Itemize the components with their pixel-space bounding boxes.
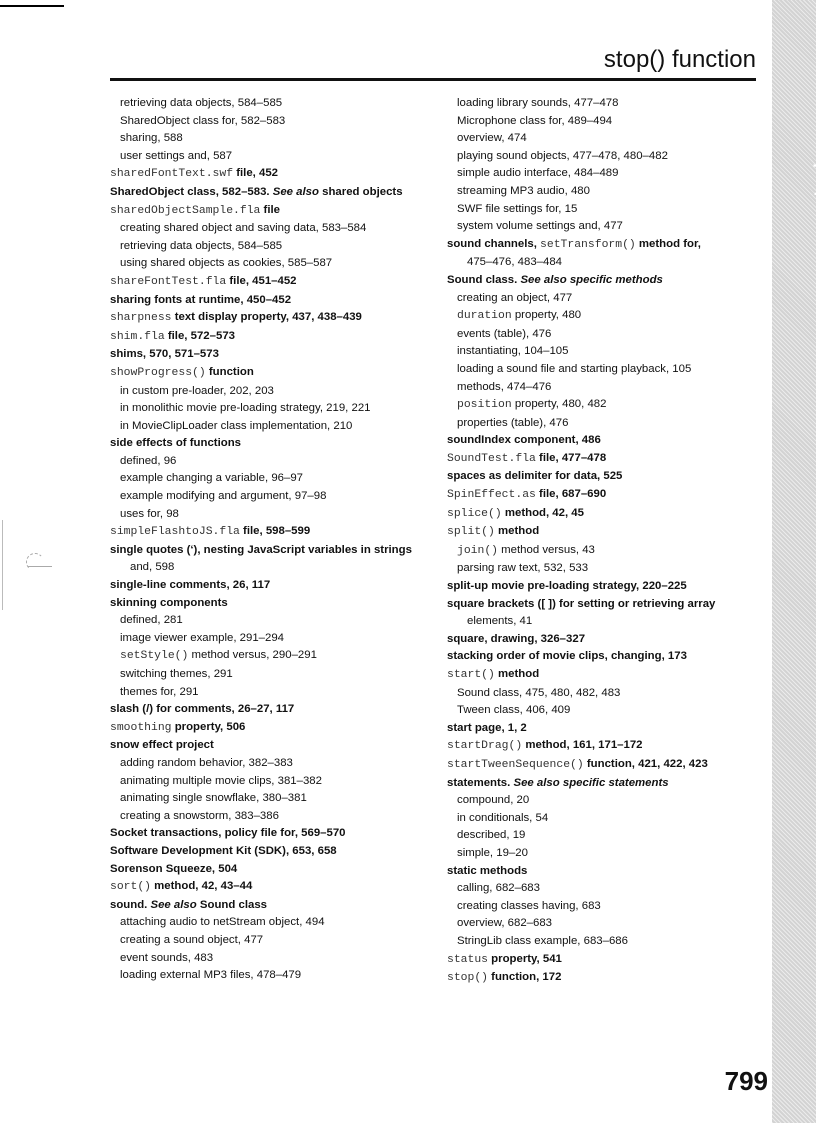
index-entry xyxy=(447,915,757,933)
index-entry-text: SWF file settings for, 15 xyxy=(457,202,578,215)
index-entry-text: method for, xyxy=(635,237,701,250)
index-entry xyxy=(110,238,440,256)
index-entry-text: method, 42, 45 xyxy=(501,506,584,519)
index-entry xyxy=(447,486,757,505)
index-entry-text: method xyxy=(494,525,540,538)
index-entry-code: duration xyxy=(457,310,512,323)
index-entry-code: SpinEffect.as xyxy=(447,489,536,502)
index-entry-text: Socket transactions, policy file for, 569–570 xyxy=(110,827,346,840)
index-entry xyxy=(110,470,440,488)
index-entry-text: in custom pre-loader, 202, 203 xyxy=(120,384,274,397)
index-entry-text: file, 572–573 xyxy=(164,329,235,342)
index-entry-text: loading external MP3 files, 478–479 xyxy=(120,969,302,982)
index-entry xyxy=(447,737,757,756)
index-entry-text: text display property, 437, 438–439 xyxy=(171,311,362,324)
index-entry xyxy=(110,932,440,950)
index-entry-text: in monolithic movie pre-loading strategy, 219, 221 xyxy=(120,402,371,415)
index-entry xyxy=(447,183,757,201)
index-entry-text: retrieving data objects, 584–585 xyxy=(120,239,283,252)
index-entry-text: Microphone class for, 489–494 xyxy=(457,114,613,127)
index-entry xyxy=(447,396,757,415)
index-side-tab-label-wrap xyxy=(772,46,837,198)
index-entry xyxy=(110,843,440,861)
index-entry xyxy=(110,950,440,968)
index-entry xyxy=(447,95,757,113)
index-entry-text: property, 480 xyxy=(511,309,582,322)
index-entry-text: Software Development Kit (SDK), 653, 658 xyxy=(110,844,337,857)
index-entry-text: defined, 96 xyxy=(120,454,177,467)
index-entry-text: property, 480, 482 xyxy=(511,398,607,411)
index-entry-text: function, 172 xyxy=(488,971,562,984)
index-entry xyxy=(110,364,440,383)
index-entry-text: stacking order of movie clips, changing, 173 xyxy=(447,650,687,663)
index-entry-code: shareFontTest.fla xyxy=(110,275,227,288)
index-entry-text: square, drawing, 326–327 xyxy=(447,632,586,645)
index-entry-text: compound, 20 xyxy=(457,794,530,807)
index-entry xyxy=(447,113,757,131)
index-entry-text: animating multiple movie clips, 381–382 xyxy=(120,774,322,787)
index-entry-text: image viewer example, 291–294 xyxy=(120,631,284,644)
index-entry-text: described, 19 xyxy=(457,829,526,842)
index-entry xyxy=(110,878,440,897)
index-entry xyxy=(447,756,757,775)
index-entry xyxy=(447,666,757,685)
index-entry xyxy=(447,648,757,666)
index-entry xyxy=(447,863,757,881)
index-entry-code: sharedFontText.swf xyxy=(110,168,234,181)
index-entry-text: instantiating, 104–105 xyxy=(457,345,569,358)
index-entry-text: creating a sound object, 477 xyxy=(120,933,264,946)
index-entry xyxy=(110,808,440,826)
index-entry-text: sound channels, xyxy=(447,237,541,250)
index-entry xyxy=(110,666,440,684)
index-entry-text: loading a sound file and starting playback, 105 xyxy=(457,362,692,375)
index-entry-code: sort() xyxy=(110,881,152,894)
index-entry-text: Sound class xyxy=(196,898,267,911)
index-entry-text: statements. xyxy=(447,776,514,789)
index-entry xyxy=(110,328,440,347)
index-entry-text: single-line comments, 26, 117 xyxy=(110,579,271,592)
index-entry-text: in conditionals, 54 xyxy=(457,811,549,824)
index-entry xyxy=(447,468,757,486)
index-entry xyxy=(110,897,440,915)
index-entry-text: square brackets ([ ]) for setting or retrieving array xyxy=(447,597,716,610)
index-entry-text: overview, 682–683 xyxy=(457,917,552,930)
index-entry-text: split-up movie pre-loading strategy, 220–225 xyxy=(447,580,687,593)
index-entry-text: SharedObject class, 582–583. xyxy=(110,185,273,198)
index-entry-code: startDrag() xyxy=(447,740,523,753)
index-entry xyxy=(110,914,440,932)
index-entry xyxy=(110,130,440,148)
index-entry-text: spaces as delimiter for data, 525 xyxy=(447,470,623,483)
index-entry-text: methods, 474–476 xyxy=(457,380,552,393)
index-entry xyxy=(110,630,440,648)
index-entry-text: Sound class. xyxy=(447,273,521,286)
index-entry-text: creating classes having, 683 xyxy=(457,899,601,912)
index-entry xyxy=(447,415,757,433)
index-entry xyxy=(110,113,440,131)
index-entry xyxy=(447,254,757,272)
index-column-left xyxy=(110,95,440,985)
index-entry xyxy=(110,647,440,666)
index-side-tab-label: Index xyxy=(810,136,837,198)
index-entry-text: function, 421, 422, 423 xyxy=(583,757,708,770)
index-entry-text: creating an object, 477 xyxy=(457,291,573,304)
index-entry-text: simple, 19–20 xyxy=(457,846,528,859)
index-entry xyxy=(447,201,757,219)
index-entry xyxy=(110,684,440,702)
index-entry xyxy=(447,685,757,703)
running-header xyxy=(110,44,756,81)
index-entry xyxy=(447,720,757,738)
index-entry xyxy=(110,309,440,328)
index-entry-text: skinning components xyxy=(110,596,228,609)
index-entry xyxy=(110,400,440,418)
index-entry-text: property, 541 xyxy=(488,952,562,965)
index-entry xyxy=(110,861,440,879)
index-entry-text: file, 452 xyxy=(233,167,279,180)
index-column-right xyxy=(447,95,757,988)
index-entry xyxy=(447,165,757,183)
index-entry-text: shared objects xyxy=(318,185,403,198)
index-entry-text: creating shared object and saving data, 583–584 xyxy=(120,222,367,235)
index-entry xyxy=(110,435,440,453)
index-entry xyxy=(447,148,757,166)
index-entry xyxy=(447,969,757,988)
index-entry-text: defined, 281 xyxy=(120,614,183,627)
index-entry-code: SoundTest.fla xyxy=(447,452,536,465)
index-entry xyxy=(110,755,440,773)
index-entry xyxy=(447,578,757,596)
index-entry xyxy=(110,165,440,184)
index-entry-text: parsing raw text, 532, 533 xyxy=(457,562,589,575)
index-entry xyxy=(447,792,757,810)
index-entry xyxy=(447,951,757,970)
index-entry-code: setTransform() xyxy=(540,238,636,251)
index-entry-code: startTweenSequence() xyxy=(447,758,584,771)
index-entry-text: adding random behavior, 382–383 xyxy=(120,756,293,769)
index-entry xyxy=(447,361,757,379)
index-entry xyxy=(447,613,757,631)
index-entry xyxy=(110,148,440,166)
index-entry xyxy=(110,559,440,577)
index-entry-text: user settings and, 587 xyxy=(120,149,233,162)
index-entry-text: method versus, 43 xyxy=(498,543,595,556)
index-entry-text: method xyxy=(494,668,540,680)
index-entry-text: event sounds, 483 xyxy=(120,951,214,964)
crop-mark-icon xyxy=(12,545,52,585)
index-entry xyxy=(110,542,440,560)
index-entry xyxy=(447,272,757,290)
index-entry-code: smoothing xyxy=(110,721,172,734)
index-entry-text: shims, 570, 571–573 xyxy=(110,348,219,361)
index-entry-text: StringLib class example, 683–686 xyxy=(457,934,628,947)
index-entry xyxy=(110,220,440,238)
index-entry xyxy=(447,596,757,614)
index-entry-text: soundIndex component, 486 xyxy=(447,434,601,447)
index-entry xyxy=(110,825,440,843)
index-entry-text: using shared objects as cookies, 585–587 xyxy=(120,257,333,270)
index-entry xyxy=(110,506,440,524)
index-entry xyxy=(447,775,757,793)
index-entry xyxy=(447,343,757,361)
index-entry-text: method versus, 290–291 xyxy=(188,649,317,662)
index-entry-text: creating a snowstorm, 383–386 xyxy=(120,809,279,822)
index-entry xyxy=(447,218,757,236)
index-entry-text: property, 506 xyxy=(171,720,246,733)
index-entry-text: Tween class, 406, 409 xyxy=(457,704,571,717)
index-entry-text: sharing, 588 xyxy=(120,132,183,145)
index-entry-code: sharedObjectSample.fla xyxy=(110,204,261,217)
index-entry xyxy=(110,292,440,310)
index-entry-text: example modifying and argument, 97–98 xyxy=(120,490,327,503)
index-entry xyxy=(447,898,757,916)
index-entry xyxy=(447,542,757,561)
index-entry-text: simple audio interface, 484–489 xyxy=(457,167,619,180)
index-entry xyxy=(110,383,440,401)
index-entry xyxy=(110,701,440,719)
index-entry-text: playing sound objects, 477–478, 480–482 xyxy=(457,149,668,162)
index-entry xyxy=(110,184,440,202)
index-entry-text: SharedObject class for, 582–583 xyxy=(120,114,286,127)
index-entry-code: sharpness xyxy=(110,312,172,325)
index-entry xyxy=(110,737,440,755)
index-entry-text: See also xyxy=(150,898,197,911)
index-entry xyxy=(110,577,440,595)
index-entry-text: uses for, 98 xyxy=(120,507,179,520)
index-entry xyxy=(447,845,757,863)
index-entry-text: switching themes, 291 xyxy=(120,668,233,680)
index-entry-text: example changing a variable, 96–97 xyxy=(120,472,304,485)
index-entry xyxy=(110,612,440,630)
index-entry-text: overview, 474 xyxy=(457,132,527,145)
page-number: 799 xyxy=(724,1066,768,1096)
index-entry-text: animating single snowflake, 380–381 xyxy=(120,792,307,805)
index-entry-text: sound. xyxy=(110,898,151,911)
index-entry-text: See also xyxy=(272,185,319,198)
index-entry xyxy=(447,326,757,344)
index-entry-code: position xyxy=(457,399,512,412)
index-entry-text: retrieving data objects, 584–585 xyxy=(120,97,283,109)
index-entry xyxy=(447,631,757,649)
index-entry-text: themes for, 291 xyxy=(120,685,199,698)
index-entry-text: slash (/) for comments, 26–27, 117 xyxy=(110,703,295,716)
index-entry xyxy=(447,560,757,578)
index-entry xyxy=(447,379,757,397)
index-entry-code: join() xyxy=(457,544,499,557)
index-entry-text: streaming MP3 audio, 480 xyxy=(457,184,590,197)
index-entry xyxy=(110,418,440,436)
index-entry xyxy=(447,236,757,255)
index-entry-text: file xyxy=(260,203,281,216)
index-entry xyxy=(110,488,440,506)
index-entry-text: side effects of functions xyxy=(110,437,242,450)
index-entry-code: status xyxy=(447,953,489,966)
index-entry-text: function xyxy=(205,365,254,378)
index-entry xyxy=(447,432,757,450)
index-entry-code: splice() xyxy=(447,507,502,520)
index-entry xyxy=(447,505,757,524)
index-entry-text: loading library sounds, 477–478 xyxy=(457,97,619,109)
index-entry-text: system volume settings and, 477 xyxy=(457,220,623,233)
index-entry-code: simpleFlashtoJS.fla xyxy=(110,526,240,539)
index-entry-code: setStyle() xyxy=(120,650,189,663)
index-entry-text: file, 687–690 xyxy=(535,488,607,501)
index-entry xyxy=(447,450,757,469)
index-entry xyxy=(110,202,440,221)
index-entry xyxy=(447,702,757,720)
index-entry-text: Sound class, 475, 480, 482, 483 xyxy=(457,686,621,699)
index-entry-text: See also specific statements xyxy=(513,776,669,789)
index-entry xyxy=(447,130,757,148)
running-header-title: stop() function xyxy=(603,46,756,73)
index-entry-code: stop() xyxy=(447,972,489,985)
index-entry-text: in MovieClipLoader class implementation, 210 xyxy=(120,419,353,432)
top-rule xyxy=(0,5,64,7)
index-entry-text: method, 42, 43–44 xyxy=(151,880,253,893)
index-entry xyxy=(110,453,440,471)
index-entry xyxy=(110,773,440,791)
index-entry xyxy=(110,95,440,113)
index-entry xyxy=(447,827,757,845)
index-entry xyxy=(447,933,757,951)
index-entry-code: start() xyxy=(447,669,495,681)
index-entry-text: start page, 1, 2 xyxy=(447,721,527,734)
index-entry-text: and, 598 xyxy=(130,561,175,574)
index-entry xyxy=(110,967,440,985)
index-entry-code: split() xyxy=(447,526,495,539)
index-entry xyxy=(110,523,440,542)
index-entry-text: events (table), 476 xyxy=(457,327,552,340)
index-entry-text: file, 598–599 xyxy=(239,525,311,538)
index-entry xyxy=(110,719,440,738)
index-entry-text: Sorenson Squeeze, 504 xyxy=(110,862,238,875)
margin-line xyxy=(2,520,3,610)
index-entry-text: 475–476, 483–484 xyxy=(467,256,563,269)
index-entry xyxy=(110,595,440,613)
index-entry-text: file, 451–452 xyxy=(226,274,297,287)
index-entry-text: sharing fonts at runtime, 450–452 xyxy=(110,293,292,306)
index-entry-text: properties (table), 476 xyxy=(457,416,569,429)
index-entry-text: static methods xyxy=(447,864,528,877)
index-entry xyxy=(110,790,440,808)
index-entry xyxy=(447,523,757,542)
index-entry-text: attaching audio to netStream object, 494 xyxy=(120,916,325,929)
index-entry xyxy=(447,810,757,828)
index-entry xyxy=(447,307,757,326)
index-entry xyxy=(110,273,440,292)
index-entry-code: showProgress() xyxy=(110,366,206,379)
index-entry xyxy=(447,290,757,308)
index-entry-code: shim.fla xyxy=(110,330,165,343)
index-entry-text: method, 161, 171–172 xyxy=(522,739,643,752)
index-entry xyxy=(447,880,757,898)
index-entry-text: calling, 682–683 xyxy=(457,882,540,895)
index-entry xyxy=(110,255,440,273)
index-entry-text: single quotes (‘), nesting JavaScript variables in strings xyxy=(110,543,412,556)
index-entry-text: snow effect project xyxy=(110,739,214,752)
index-entry-text: file, 477–478 xyxy=(535,451,607,464)
index-entry-text: elements, 41 xyxy=(467,615,533,628)
index-entry-text: See also specific methods xyxy=(520,273,663,286)
index-entry xyxy=(110,346,440,364)
